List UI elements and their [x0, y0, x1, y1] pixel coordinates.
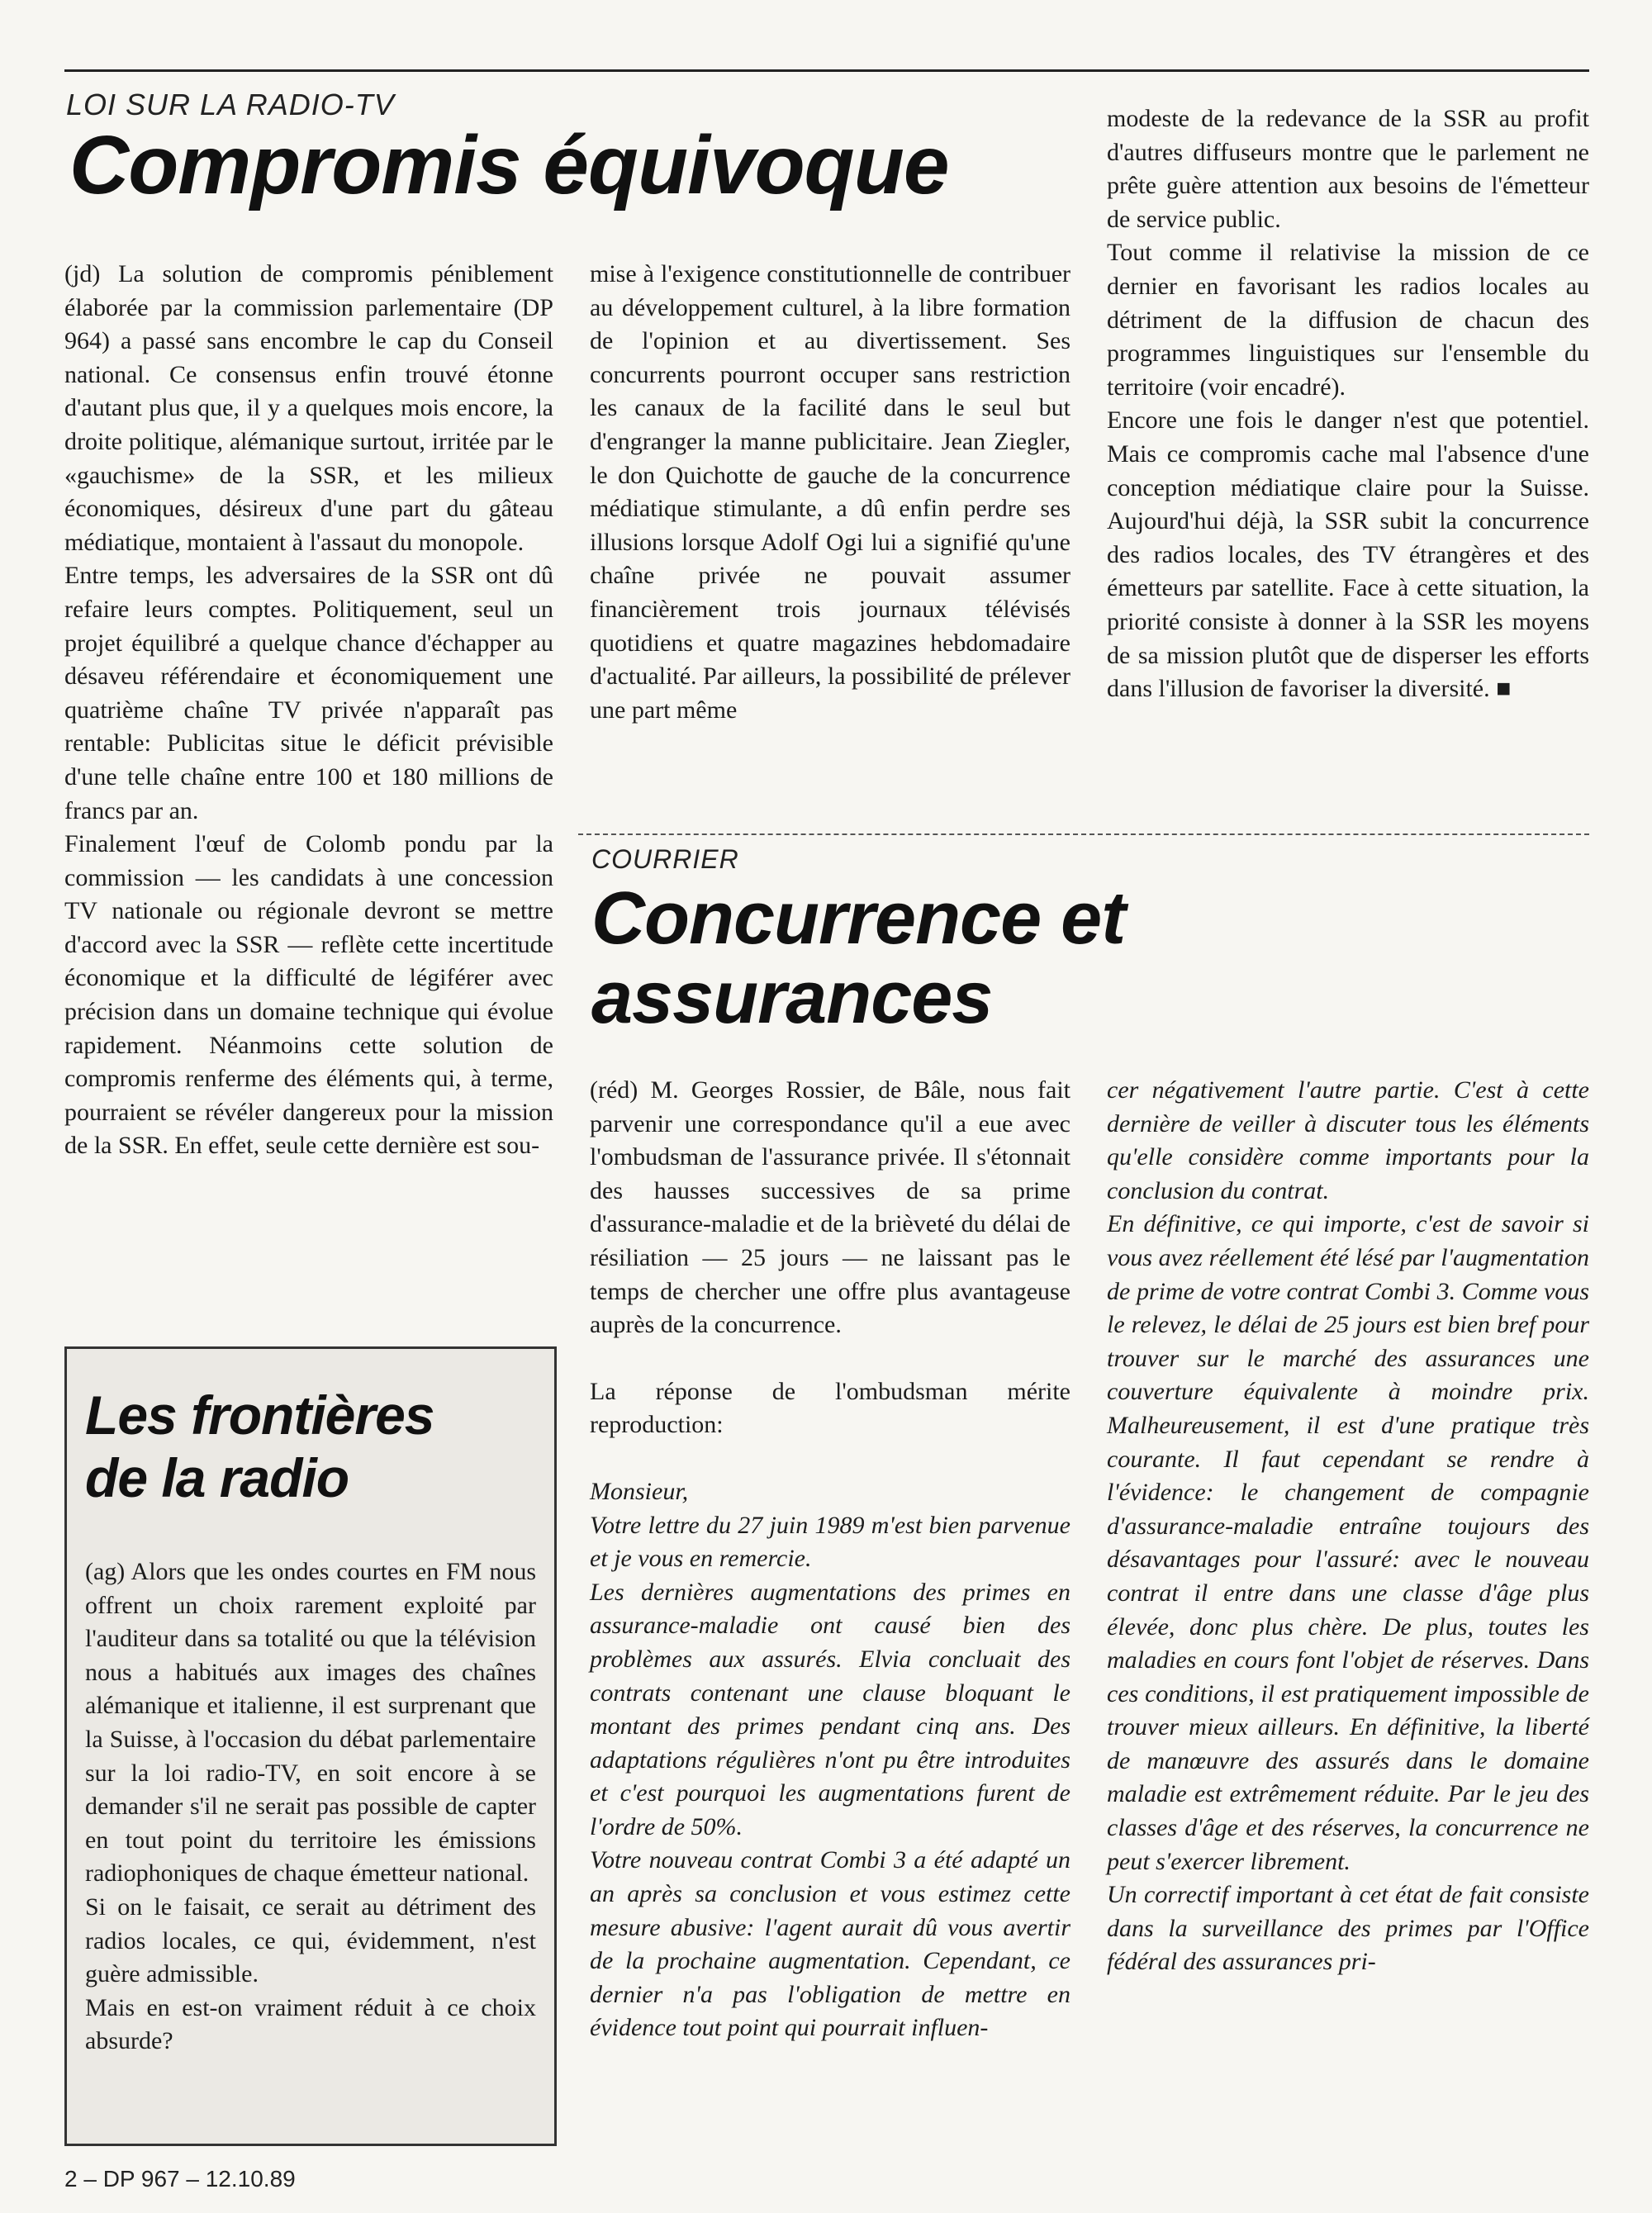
- box-headline-line1: Les frontières: [85, 1384, 434, 1446]
- letter-paragraph: Votre lettre du 27 juin 1989 m'est bien parvenue et je vous en remercie.: [590, 1511, 1070, 1573]
- article1-kicker: LOI SUR LA RADIO-TV: [66, 88, 395, 121]
- paragraph: (réd) M. Georges Rossier, de Bâle, nous fait parvenir une correspondance qu'il a eue avec l'ombudsman de l'assurance privée. Il s'étonnait des hausses successives de sa prime d'assurance-maladie et de la brièveté du délai de résiliation — 25 jours — ne laissant pas le temps de chercher une offre plus avantageuse auprès de la concurrence.: [590, 1076, 1070, 1339]
- article2-headline-line1: Concurrence et: [591, 877, 1126, 960]
- article1-headline: Compromis équivoque: [69, 119, 949, 211]
- paragraph: Tout comme il relativise la mission de ce dernier en favorisant les radios locales au détriment de la diffusion de chacun des programmes linguistiques sur l'ensemble du territoire (voir encadré).: [1107, 239, 1589, 401]
- section-divider: [578, 833, 1589, 835]
- article1-column-3: [1107, 102, 1589, 706]
- article2-column-2: [1107, 1074, 1589, 1979]
- paragraph: Finalement l'œuf de Colomb pondu par la commission — les candidats à une concession TV nationale ou régionale devront se mettre d'accord avec la SSR — reflète cette incertitude économique et la difficulté de légiférer avec précision dans un domaine technique qui évolue rapidement. Néanmoins cette solution de compromis renferme des éléments qui, à terme, pourraient se révéler dangereux pour la mission de la SSR. En effet, seule cette dernière est sou-: [64, 830, 553, 1160]
- letter-paragraph: Les dernières augmentations des primes en assurance-maladie ont causé bien des problèmes aux assurés. Elvia concluait des contrats contenant une clause bloquant le montant des primes pendant cinq ans. Des adaptations régulières n'ont pu être introduites et c'est pourquoi les augmentations furent de l'ordre de 50%.: [590, 1578, 1070, 1840]
- paragraph: Mais en est-on vraiment réduit à ce choix absurde?: [85, 1993, 536, 2055]
- sidebar-box: [64, 1346, 557, 2146]
- paragraph: modeste de la redevance de la SSR au profit d'autres diffuseurs montre que le parlement ne prête guère attention aux besoins de l'émetteur de service public.: [1107, 105, 1589, 233]
- article2-kicker: COURRIER: [591, 844, 739, 874]
- paragraph: Si on le faisait, ce serait au détriment des radios locales, ce qui, évidemment, n'est guère admissible.: [85, 1892, 536, 1988]
- paragraph: La réponse de l'ombudsman mérite reproduction:: [590, 1377, 1070, 1439]
- paragraph: Encore une fois le danger n'est que potentiel. Mais ce compromis cache mal l'absence d'une conception médiatique claire pour la Suisse. Aujourd'hui déjà, la SSR subit la concurrence des radios locales, des TV étrangères et des émetteurs par satellite. Face à cette situation, la priorité consiste à donner à la SSR les moyens de sa mission plutôt que de disperser les efforts dans l'illusion de favoriser la diversité. ■: [1107, 406, 1589, 703]
- article2-column-1: [590, 1074, 1070, 2045]
- top-rule: [64, 69, 1589, 72]
- box-headline-line2: de la radio: [85, 1447, 349, 1508]
- paragraph: (ag) Alors que les ondes courtes en FM nous offrent un choix rarement exploité par l'auditeur dans sa totalité ou que la télévision nous a habitués aux images des chaînes alémanique et italienne, il est surprenant que la Suisse, à l'occasion du débat parlementaire sur la loi radio-TV, en soit encore à se demander s'il ne serait pas possible de capter en tout point du territoire les émissions radiophoniques de chaque émetteur national.: [85, 1558, 536, 1888]
- article1-column-1: [64, 258, 553, 1163]
- paragraph: (jd) La solution de compromis péniblement élaborée par la commission parlementaire (DP 964) a passé sans encombre le cap du Conseil national. Ce consensus enfin trouvé étonne d'autant plus que, il y a quelques mois encore, la droite politique, alémanique surtout, irritée par le «gauchisme» de la SSR, et les milieux économiques, désireux d'une part du gâteau médiatique, montaient à l'assaut du monopole.: [64, 260, 553, 556]
- letter-paragraph: cer négativement l'autre partie. C'est à cette dernière de veiller à discuter tous les éléments qu'elle considère comme importants pour la conclusion du contrat.: [1107, 1076, 1589, 1204]
- box-text: [85, 1555, 536, 2059]
- article1-column-2: [590, 258, 1070, 727]
- letter-paragraph: En définitive, ce qui importe, c'est de savoir si vous avez réellement été lésé par l'augmentation de prime de votre contrat Combi 3. Comme vous le relevez, le délai de 25 jours est bien bref pour trouver sur le marché des assurances une couverture équivalente à moindre prix. Malheureusement, il est d'une pratique très courante. Il faut cependant se rendre à l'évidence: le changement de compagnie d'assurance-maladie entraîne toujours des désavantages pour l'assuré: avec le nouveau contrat il entre dans une classe d'âge plus élevée, donc plus chère. De plus, toutes les maladies en cours font l'objet de réserves. Dans ces conditions, il est pratiquement impossible de trouver mieux ailleurs. En définitive, la liberté de manœuvre des assurés dans le domaine maladie est extrêmement réduite. Par le jeu des classes d'âge et des réserves, la concurrence ne peut s'exercer librement.: [1107, 1210, 1589, 1875]
- article2-headline-line2: assurances: [591, 957, 993, 1039]
- letter-paragraph: Un correctif important à cet état de fait consiste dans la surveillance des primes par l'Office fédéral des assurances pri-: [1107, 1881, 1589, 1976]
- paragraph: mise à l'exigence constitutionnelle de contribuer au développement culturel, à la libre formation de l'opinion et au divertissement. Ses concurrents pourront occuper sans restriction les canaux de la facilité dans le seul but d'engranger la manne publicitaire. Jean Ziegler, le don Quichotte de gauche de la concurrence médiatique stimulante, a dû enfin perdre ses illusions lorsque Adolf Ogi lui a signifié qu'une chaîne privée ne pouvait assumer financièrement trois journaux télévisés quotidiens et quatre magazines hebdomadaire d'actualité. Par ailleurs, la possibilité de prélever une part même: [590, 260, 1070, 724]
- letter-salutation: Monsieur,: [590, 1477, 689, 1505]
- article2-headline: [591, 879, 1125, 1038]
- paragraph: Entre temps, les adversaires de la SSR ont dû refaire leurs comptes. Politiquement, seul un projet équilibré a quelque chance d'échapper au désaveu référendaire et économiquement une quatrième chaîne TV privée n'apparaît pas rentable: Publicitas situe le déficit prévisible d'une telle chaîne entre 100 et 180 millions de francs par an.: [64, 562, 553, 824]
- box-headline: [85, 1384, 434, 1509]
- letter-paragraph: Votre nouveau contrat Combi 3 a été adapté un an après sa conclusion et vous estimez cette mesure abusive: l'agent aurait dû vous avertir de la prochaine augmentation. Cependant, ce dernier n'a pas l'obligation de mettre en évidence tout point qui pourrait influen-: [590, 1846, 1070, 2042]
- page-footer: 2 – DP 967 – 12.10.89: [64, 2166, 296, 2192]
